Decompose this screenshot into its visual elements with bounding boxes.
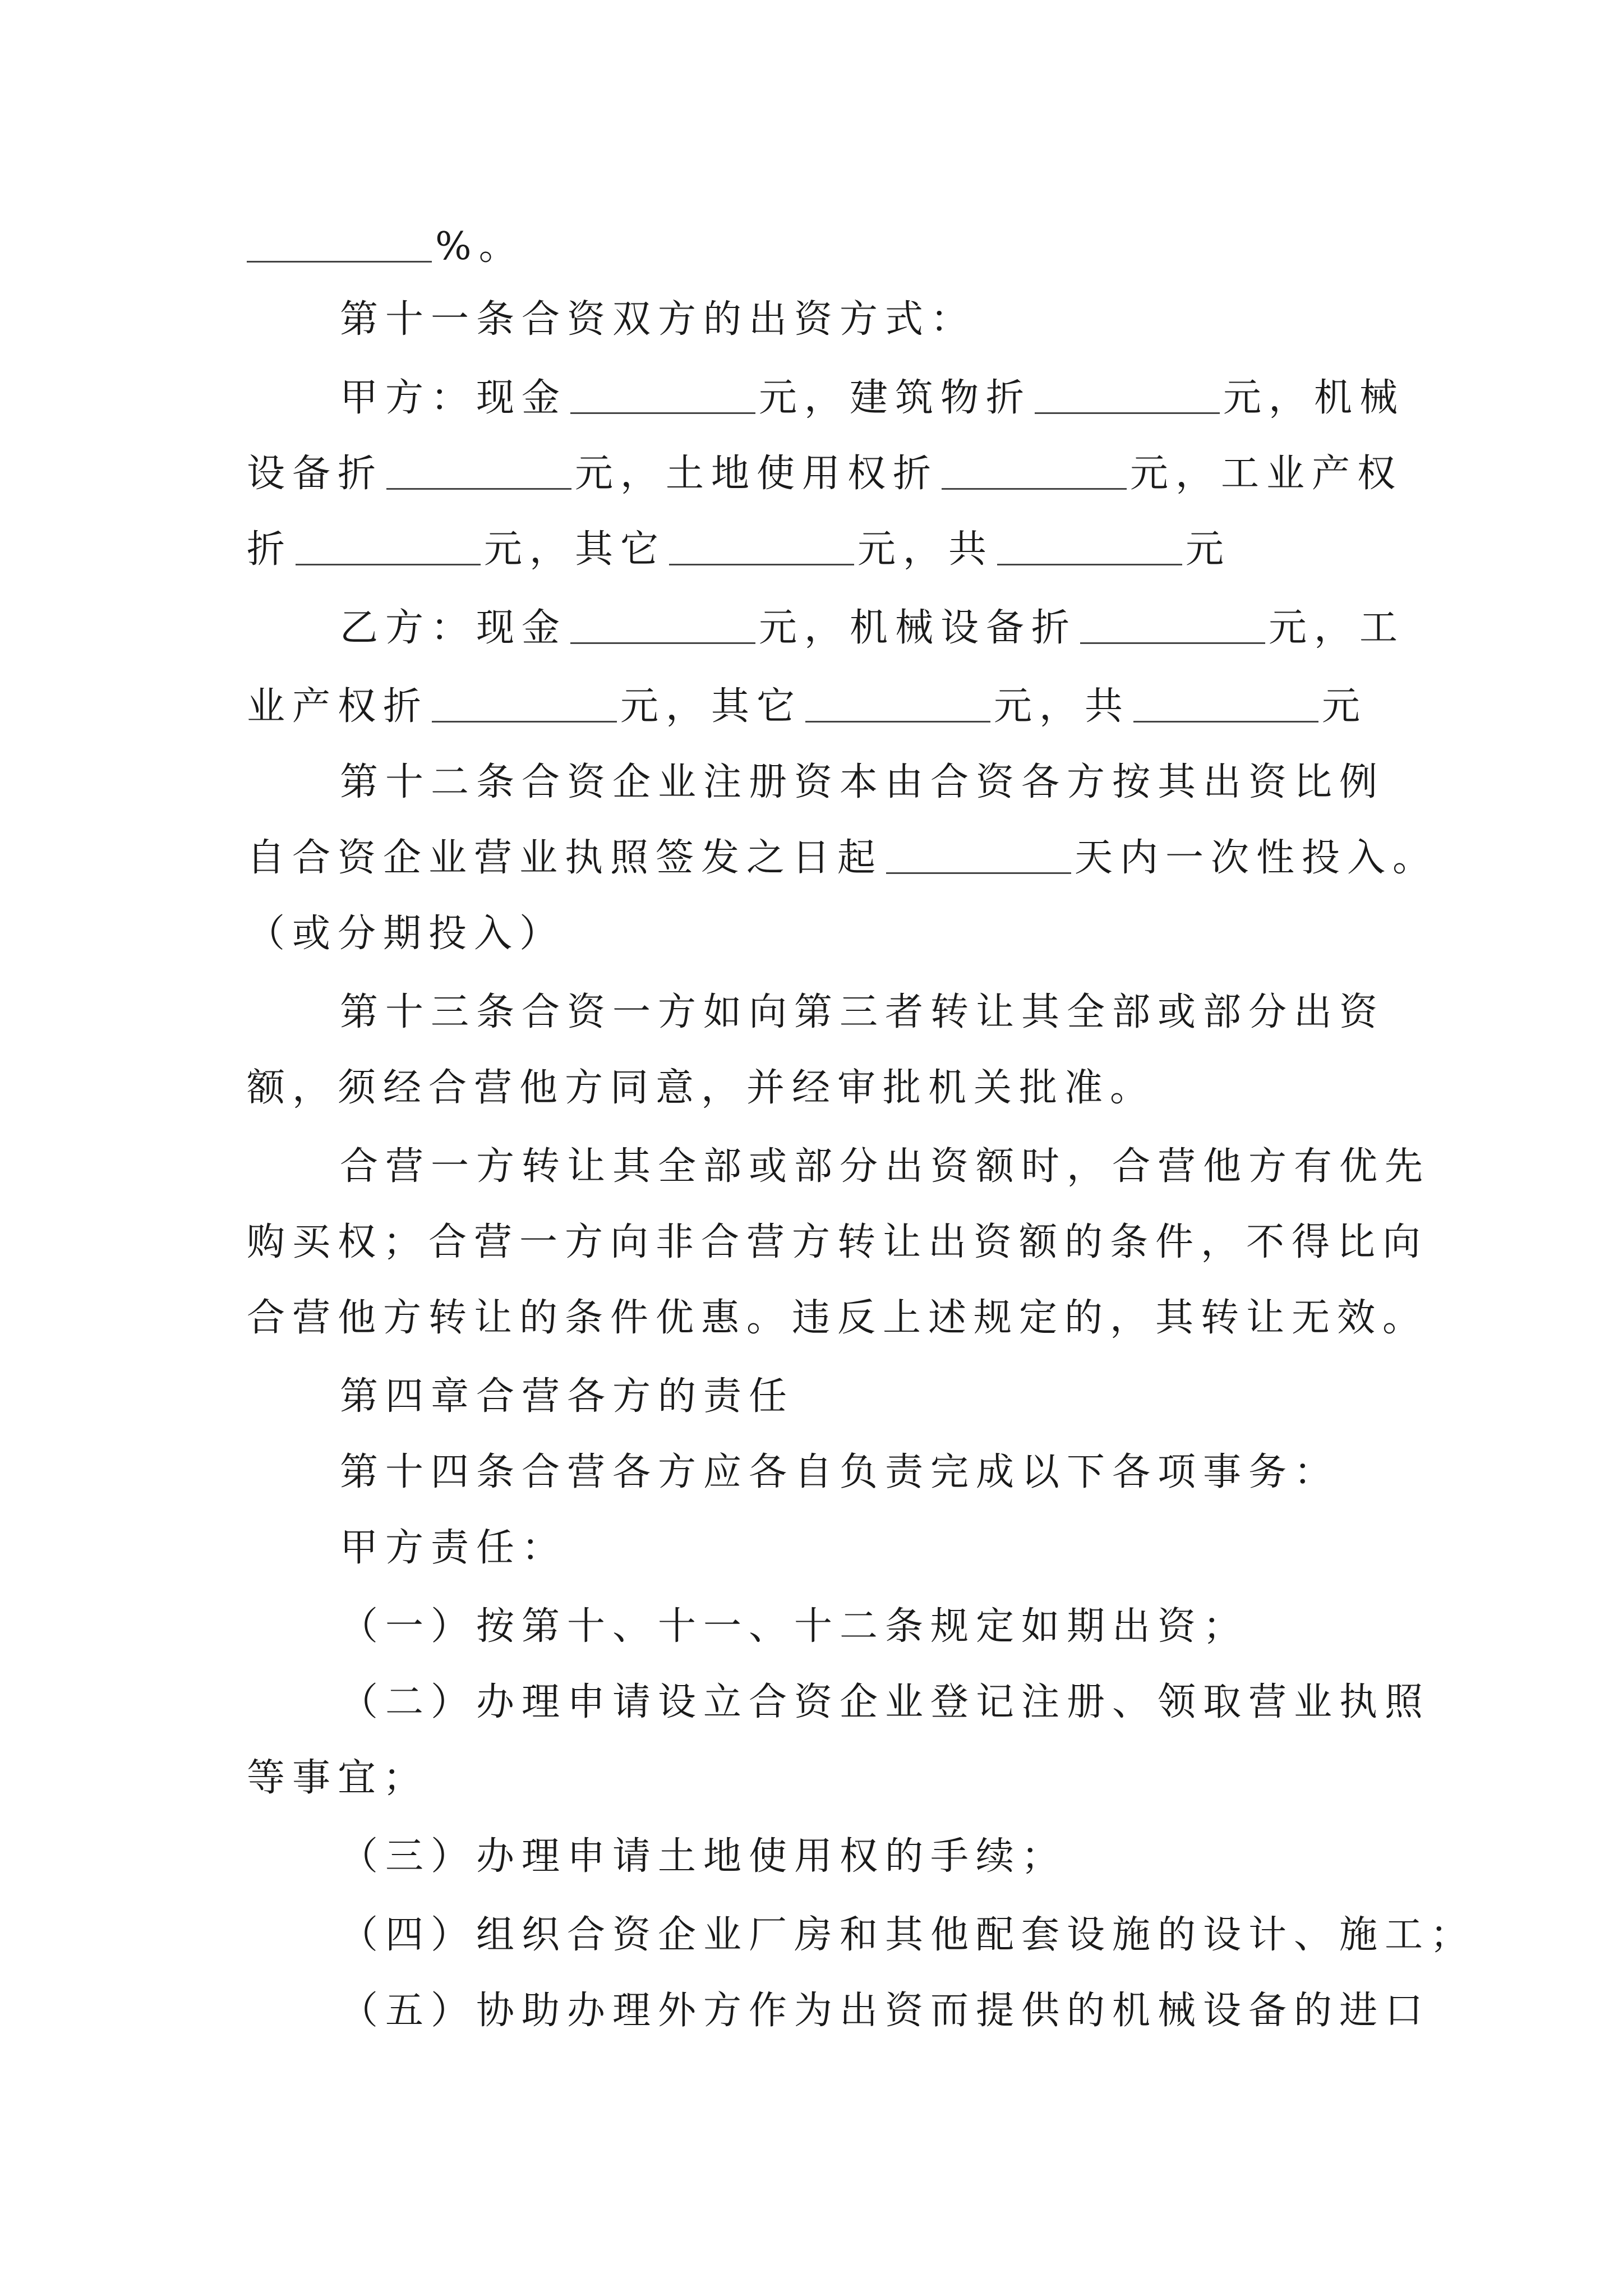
text-segment: 元，共 xyxy=(857,527,994,572)
fill-in-blank xyxy=(805,687,990,723)
text-segment: （二）办理申请设立合资企业登记注册、领取营业执照 xyxy=(340,1680,1431,1724)
text-segment: 元，土地使用权折 xyxy=(575,452,939,496)
text-segment: （三）办理申请土地使用权的手续； xyxy=(340,1834,1067,1879)
list-item xyxy=(340,1818,1067,1896)
text-segment: 第十四条合营各方应各自负责完成以下各项事务： xyxy=(340,1450,1340,1494)
text-line xyxy=(247,819,1438,898)
text-segment: 元 xyxy=(1322,684,1368,729)
fill-in-blank xyxy=(386,454,571,490)
text-segment: （四）组织合资企业厂房和其他配套设施的设计、施工； xyxy=(340,1913,1476,1957)
text-line xyxy=(247,1279,1428,1358)
text-segment: 合营一方转让其全部或部分出资额时，合营他方有优先 xyxy=(340,1144,1431,1189)
text-segment: 元，共 xyxy=(994,684,1131,729)
text-segment: 元，机械 xyxy=(1223,376,1405,420)
text-line xyxy=(247,435,1403,513)
text-segment: 自合资企业营业执照签发之日起 xyxy=(247,836,883,880)
text-segment: 乙方：现金 xyxy=(340,606,568,650)
text-segment: 元，其它 xyxy=(484,527,666,572)
text-line xyxy=(247,1049,1155,1128)
text-segment: 折 xyxy=(247,527,293,572)
article-heading xyxy=(340,1433,1339,1512)
article-heading xyxy=(340,973,1385,1052)
text-segment: 设备折 xyxy=(247,452,384,496)
list-item xyxy=(340,1896,1476,1975)
text-segment: 甲方责任： xyxy=(340,1526,568,1570)
text-segment: 元，其它 xyxy=(620,684,803,729)
fill-in-blank xyxy=(942,454,1127,490)
fill-in-blank xyxy=(886,839,1071,874)
text-segment: 元 xyxy=(1186,527,1232,572)
fill-in-blank xyxy=(1035,379,1220,414)
text-segment: 元，工 xyxy=(1269,606,1405,650)
text-segment: 业产权折 xyxy=(247,684,429,729)
fill-in-blank xyxy=(1133,687,1318,723)
text-line xyxy=(247,510,1231,589)
list-item xyxy=(340,1588,1248,1666)
text-line xyxy=(247,208,524,286)
text-segment: 元，机械设备折 xyxy=(759,606,1077,650)
text-segment: 第十二条合资企业注册资本由合资各方按其出资比例 xyxy=(340,760,1385,804)
text-line xyxy=(247,895,565,973)
text-segment: 元，建筑物折 xyxy=(759,376,1032,420)
fill-in-blank xyxy=(570,609,755,644)
chapter-heading xyxy=(340,1358,794,1436)
fill-in-blank xyxy=(669,530,854,565)
text-segment: 天内一次性投入。 xyxy=(1075,836,1438,880)
text-line xyxy=(340,589,1405,668)
text-segment: 甲方：现金 xyxy=(340,376,568,420)
list-item xyxy=(340,1663,1430,1742)
article-heading xyxy=(340,743,1385,822)
fill-in-blank xyxy=(1080,609,1265,644)
text-segment: 第十一条合资双方的出资方式： xyxy=(340,297,976,342)
text-segment: 额，须经合营他方同意，并经审批机关批准。 xyxy=(247,1066,1156,1110)
fill-in-blank xyxy=(247,227,432,263)
text-segment: 合营他方转让的条件优惠。违反上述规定的，其转让无效。 xyxy=(247,1296,1428,1340)
text-segment: 第四章合营各方的责任 xyxy=(340,1374,795,1419)
text-segment: （或分期投入） xyxy=(247,912,565,956)
fill-in-blank xyxy=(296,530,481,565)
text-line xyxy=(340,359,1405,438)
text-segment: 购买权；合营一方向非合营方转让出资额的条件，不得比向 xyxy=(247,1220,1428,1264)
article-heading xyxy=(340,280,976,359)
fill-in-blank xyxy=(997,530,1182,565)
fill-in-blank xyxy=(570,379,755,414)
text-line xyxy=(247,1739,428,1818)
text-line xyxy=(340,1509,567,1588)
text-segment: （五）协助办理外方作为出资而提供的机械设备的进口 xyxy=(340,1989,1431,2033)
text-segment: 元，工业产权 xyxy=(1130,452,1403,496)
text-segment: 等事宜； xyxy=(247,1756,429,1800)
text-segment: %。 xyxy=(435,224,524,269)
text-segment: 第十三条合资一方如向第三者转让其全部或部分出资 xyxy=(340,990,1385,1034)
text-segment: （一）按第十、十一、十二条规定如期出资； xyxy=(340,1604,1249,1649)
text-line xyxy=(247,1203,1428,1282)
list-item xyxy=(340,1972,1430,2050)
text-line xyxy=(247,668,1367,746)
fill-in-blank xyxy=(432,687,617,723)
text-line xyxy=(340,1128,1430,1206)
